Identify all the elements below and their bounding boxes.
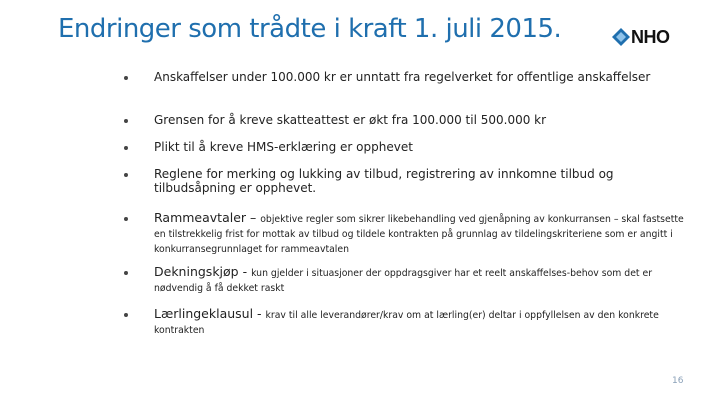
- bullet-text: [154, 211, 684, 256]
- bullet-lead: Dekningskjøp -: [154, 264, 252, 279]
- bullet-icon: [124, 119, 128, 123]
- bullet-icon: [124, 271, 128, 275]
- bullet-text: [154, 265, 684, 295]
- bullet-detail: objektive regler som sikrer likebehandling ved gjenåpning av konkurransen – skal fastsette en tilstrekkelig frist for mottak av tilbud og tildele kontrakten på grunnlag av tildelingskriteriene som er angitt i konkurransegrunnlaget for rammeavtalen: [154, 214, 684, 255]
- list-item: [124, 307, 684, 337]
- logo-text: NHO: [631, 26, 670, 47]
- bullet-text: Grensen for å kreve skatteattest er økt fra 100.000 til 500.000 kr: [154, 113, 547, 127]
- bullet-lead: Rammeavtaler –: [154, 210, 261, 225]
- bullet-detail: krav til alle leverandører/krav om at lærling(er) deltar i oppfyllelsen av den konkrete kontrakten: [154, 310, 659, 336]
- bullet-text: Plikt til å kreve HMS-erklæring er opphevet: [154, 140, 413, 154]
- bullet-icon: [124, 146, 128, 150]
- page-number: 16: [672, 376, 684, 386]
- bullet-icon: [124, 76, 128, 80]
- list-item: [124, 167, 684, 195]
- bullet-text: [154, 307, 684, 337]
- list-item: [124, 265, 684, 295]
- list-item: [124, 211, 684, 256]
- bullet-icon: [124, 173, 128, 177]
- bullet-icon: [124, 313, 128, 317]
- list-item: [124, 113, 684, 127]
- bullet-icon: [124, 217, 128, 221]
- bullet-text: Anskaffelser under 100.000 kr er unntatt fra regelverket for offentlige anskaffelser: [154, 70, 651, 84]
- list-item: [124, 140, 684, 154]
- bullet-lead: Lærlingeklausul -: [154, 306, 266, 321]
- bullet-text: Reglene for merking og lukking av tilbud, registrering av innkomne tilbud og tilbudsåpning er opphevet.: [154, 167, 614, 195]
- list-item: [124, 70, 684, 84]
- bullet-detail: kun gjelder i situasjoner der oppdragsgiver har et reelt anskaffelses-behov som det er nødvendig å få dekket raskt: [154, 268, 653, 294]
- slide-title: Endringer som trådte i kraft 1. juli 2015.: [58, 14, 562, 44]
